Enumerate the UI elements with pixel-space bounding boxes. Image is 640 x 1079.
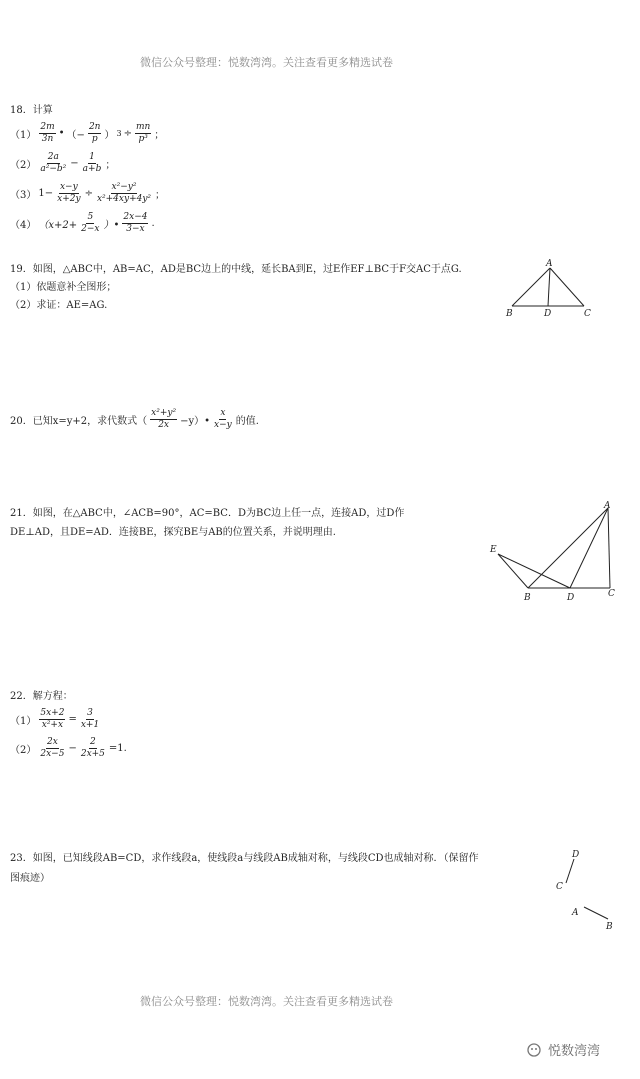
q22-part1: （1） $\frac{5x+2}{\text{x²+x}}$ = $\frac{3}{x+1}$ (10, 708, 100, 730)
q19-median-ad (548, 268, 550, 306)
q20-statement: 20．已知x=y+2，求代数式（ $\frac{\text{x²+y²}}{2x}$ −y）• $\frac{x}{x-y}$ 的值. (10, 408, 259, 430)
page-footer: 微信公众号整理：悦数湾湾。关注查看更多精选试卷 (140, 995, 393, 1008)
q19-label-d: D (544, 309, 552, 319)
q21-segment-be (498, 554, 528, 588)
q23-label-d: D (572, 850, 580, 860)
q22-part2: （2） $\frac{2x}{2x-5}$ − $\frac{2}{2x+5}$ =1. (10, 737, 127, 759)
watermark-text: 悦数湾湾 (548, 1044, 601, 1059)
q18-part1: （1） $\frac{2m}{3n}$ • （− $\frac{2n}{p}$ ） 3 ÷ $\frac{mn}{\text{p³}}$ ； (10, 122, 165, 144)
q23-segment-cd (566, 859, 574, 883)
q21-label-d: D (567, 593, 575, 603)
q23-line2: 图痕迹） (10, 873, 50, 884)
q19-side-ac (550, 268, 584, 306)
q19-part2: （2）求证：AE=AG. (10, 300, 108, 311)
q18-part4: （4） （x+2+ $\frac{5}{2-x}$ ）• $\frac{2x-4}{3-x}$ . (10, 212, 155, 234)
q19-stem: 19．如图，△ABC中，AB=AC，AD是BC边上的中线，延长BA到E，过E作EF⊥BC于F交AC于点G. (10, 264, 462, 275)
q23-label-a: A (572, 908, 579, 918)
q23-segments-figure (548, 845, 618, 935)
q23-segment-ab (584, 907, 608, 919)
q21-line1: 21．如图，在△ABC中，∠ACB=90°，AC=BC．D为BC边上任一点，连接AD，过D作 (10, 508, 405, 519)
q21-label-b: B (524, 593, 531, 603)
q19-label-a: A (546, 259, 553, 269)
q19-label-b: B (506, 309, 513, 319)
q21-side-ab (528, 508, 608, 588)
q23-label-c: C (556, 882, 563, 892)
q21-segment-ad (570, 508, 608, 588)
q18-part2: （2） $\frac{2a}{\text{a²−b²}}$ − $\frac{1}{a+b}$ ； (10, 152, 116, 174)
q19-label-c: C (584, 309, 591, 319)
q19-side-ab (512, 268, 550, 306)
q21-line2: DE⊥AD，且DE=AD．连接BE，探究BE与AB的位置关系，并说明理由. (10, 527, 336, 538)
wechat-icon (526, 1042, 544, 1058)
q23-label-b: B (606, 922, 613, 932)
q21-label-e: E (490, 545, 497, 555)
q21-side-ac (608, 508, 610, 588)
page-header: 微信公众号整理：悦数湾湾。关注查看更多精选试卷 (140, 56, 393, 69)
q18-title: 18．计算 (10, 105, 53, 116)
q21-triangle-figure (486, 500, 626, 604)
q21-segment-de (498, 554, 570, 588)
q19-triangle-figure (500, 256, 600, 320)
q21-label-a: A (604, 501, 611, 511)
q22-title: 22．解方程： (10, 691, 73, 702)
q23-line1: 23．如图，已知线段AB=CD，求作线段a，使线段a与线段AB成轴对称，与线段CD也成轴对称．（保留作 (10, 853, 479, 864)
wechat-watermark (526, 1040, 600, 1059)
q19-part1: （1）依题意补全图形； (10, 282, 117, 293)
q21-label-c: C (608, 589, 615, 599)
q18-part3: （3） 1− $\frac{x-y}{x+2y}$ ÷ $\frac{\text{x²−y²}}{\text{x²+4xy+4y²}}$ ； (10, 182, 166, 204)
